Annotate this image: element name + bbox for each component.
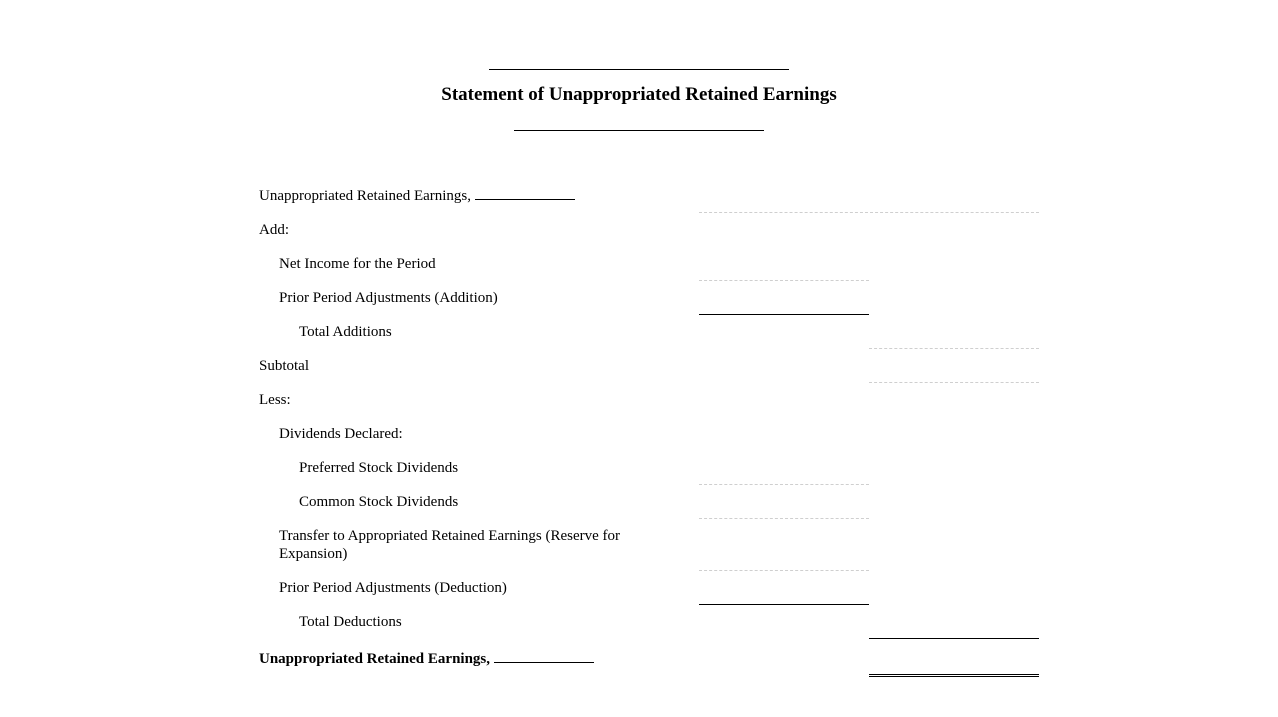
ppa-addition-label: Prior Period Adjustments (Addition) xyxy=(279,290,498,306)
company-name-blank xyxy=(489,69,789,70)
opening-date-blank xyxy=(475,199,575,200)
subtotal-label: Subtotal xyxy=(259,358,310,374)
net-income-amount-line xyxy=(699,280,869,281)
closing-balance-double-underline xyxy=(869,674,1039,677)
total-additions-label: Total Additions xyxy=(299,324,392,340)
ppa-deduction-amount-line xyxy=(699,604,869,605)
common-dividends-label: Common Stock Dividends xyxy=(299,494,459,510)
common-dividends-amount-line xyxy=(699,518,869,519)
transfer-label: Transfer to Appropriated Retained Earnings (Reserve for Expansion) xyxy=(279,528,621,562)
opening-balance-label: Unappropriated Retained Earnings, xyxy=(259,188,472,204)
closing-balance-row xyxy=(259,650,594,668)
net-income-label: Net Income for the Period xyxy=(279,256,436,272)
statement-title: Statement of Unappropriated Retained Earnings xyxy=(441,84,837,105)
opening-balance-row xyxy=(259,187,575,205)
add-heading: Add: xyxy=(259,222,289,238)
ppa-deduction-label: Prior Period Adjustments (Deduction) xyxy=(279,580,507,596)
ppa-addition-amount-line xyxy=(699,314,869,315)
less-heading: Less: xyxy=(259,392,291,408)
opening-balance-amount-line xyxy=(699,212,1039,213)
period-blank xyxy=(514,130,764,131)
total-deductions-label: Total Deductions xyxy=(299,614,402,630)
subtotal-amount-line xyxy=(869,382,1039,383)
preferred-dividends-label: Preferred Stock Dividends xyxy=(299,460,459,476)
preferred-dividends-amount-line xyxy=(699,484,869,485)
total-deductions-amount-line xyxy=(869,638,1039,639)
closing-date-blank xyxy=(494,662,594,663)
dividends-declared-label: Dividends Declared: xyxy=(279,426,403,442)
total-additions-amount-line xyxy=(869,348,1039,349)
transfer-amount-line xyxy=(699,570,869,571)
closing-balance-label: Unappropriated Retained Earnings, xyxy=(259,651,491,667)
